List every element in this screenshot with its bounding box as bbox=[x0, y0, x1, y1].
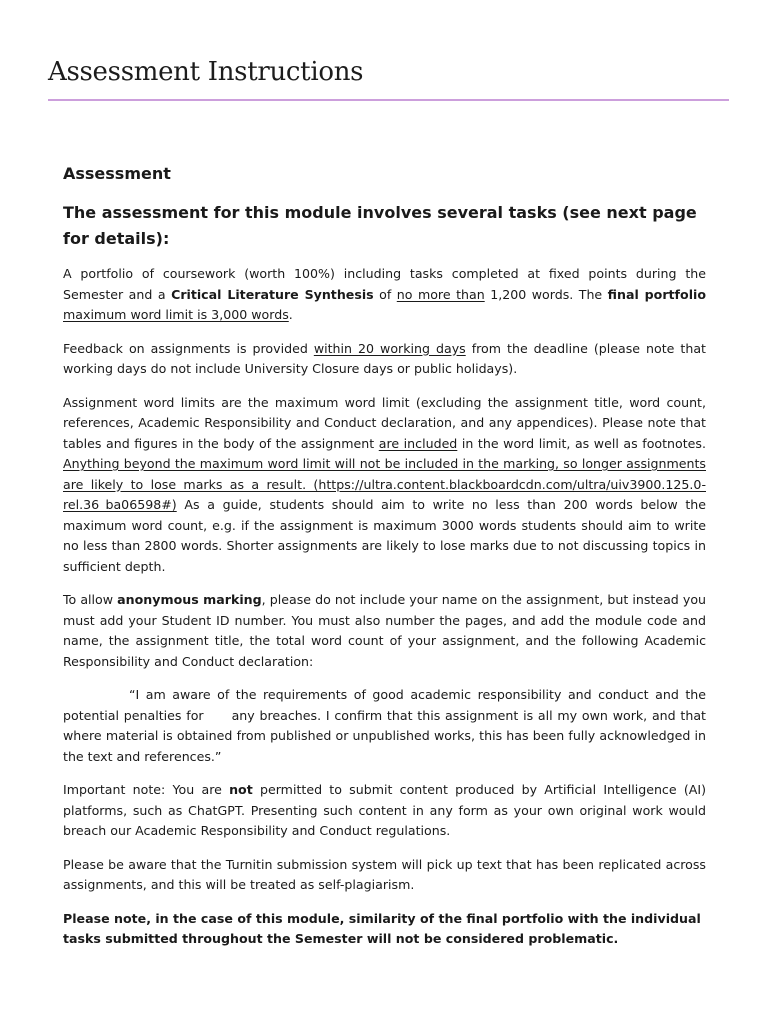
turnitin-paragraph: Please be aware that the Turnitin submission system will pick up text that has been replicated across assignments, and this will be treated as self-plagiarism. bbox=[63, 856, 706, 892]
text: from the deadline (please note that working days do not include University Closure days or public holidays). bbox=[63, 340, 706, 376]
text: Important note: You are bbox=[63, 782, 230, 797]
anonymous-marking-paragraph bbox=[63, 590, 706, 672]
word-limit-paragraph bbox=[63, 393, 706, 578]
declaration-quote bbox=[63, 685, 706, 767]
text: Feedback on assignments is provided bbox=[63, 340, 314, 356]
underlined-link-text[interactable]: Anything beyond the maximum word limit will not be included in the marking, so longer assignments are likely to lose marks as a result. (https://ultra.content.blackboardcdn.com/ultra/uiv3900.125.0-rel.36_ba06598#) bbox=[63, 456, 706, 512]
section-heading: Assessment bbox=[63, 164, 171, 183]
text: . bbox=[288, 307, 293, 322]
ai-note-paragraph bbox=[63, 780, 706, 842]
title-divider bbox=[48, 99, 729, 101]
section-subheading: The assessment for this module involves several tasks (see next page for details): bbox=[63, 203, 697, 248]
emphasis: Critical Literature Synthesis bbox=[171, 286, 374, 302]
page-title: Assessment Instructions bbox=[48, 57, 364, 87]
underlined-text: no more than bbox=[396, 286, 485, 302]
text: “I am aware of the requirements of good academic responsibility and conduct and the potential penalties for bbox=[63, 687, 706, 723]
text: 1,200 words. The bbox=[484, 286, 608, 302]
text: As a guide, students should aim to write no less than 200 words below the maximum word count, e.g. if the assignment is maximum 3000 words students should aim to write no less than 2800 words. Shorter assignments are likely to lose marks due to not discussing topics in sufficient depth. bbox=[63, 497, 706, 574]
text: A portfolio of coursework (worth 100%) including tasks completed at fixed points during the Semester and a bbox=[63, 266, 706, 302]
similarity-note: Please note, in the case of this module, similarity of the final portfolio with the individual tasks submitted throughout the Semester will not be considered problematic. bbox=[63, 910, 701, 946]
text: Assignment word limits are the maximum word limit (excluding the assignment title, word count, references, Academic Responsibility and Conduct declaration, and any appendices). Please note that tables and figures in the body of the assignment bbox=[63, 394, 706, 451]
text: , please do not include your name on the assignment, but instead you must add your Student ID number. You must also number the pages, and add the module code and name, the assignment title, the total word count of your assignment, and the following Academic Responsibility and Conduct declaration: bbox=[63, 592, 707, 669]
underlined-text: maximum word limit is 3,000 words bbox=[63, 307, 289, 322]
text: any breaches. I confirm that this assignment is all my own work, and that where material is obtained from published or unpublished works, this has been fully acknowledged in the text and references.” bbox=[63, 707, 706, 764]
underlined-text: are included bbox=[378, 435, 458, 451]
text: in the word limit, as well as footnotes. bbox=[457, 435, 706, 451]
text: permitted to submit content produced by Artificial Intelligence (AI) platforms, such as ChatGPT. Presenting such content in any form as your own original work would breach our Academic Responsibility and Conduct regulations. bbox=[63, 782, 707, 838]
feedback-paragraph bbox=[63, 339, 706, 380]
emphasis: not bbox=[229, 782, 253, 797]
emphasis: anonymous marking bbox=[117, 592, 262, 607]
text: of bbox=[373, 286, 397, 302]
emphasis: final portfolio bbox=[607, 286, 706, 302]
text: To allow bbox=[63, 592, 118, 607]
portfolio-paragraph bbox=[63, 264, 706, 326]
document-body bbox=[63, 162, 706, 950]
underlined-text: within 20 working days bbox=[313, 340, 466, 356]
